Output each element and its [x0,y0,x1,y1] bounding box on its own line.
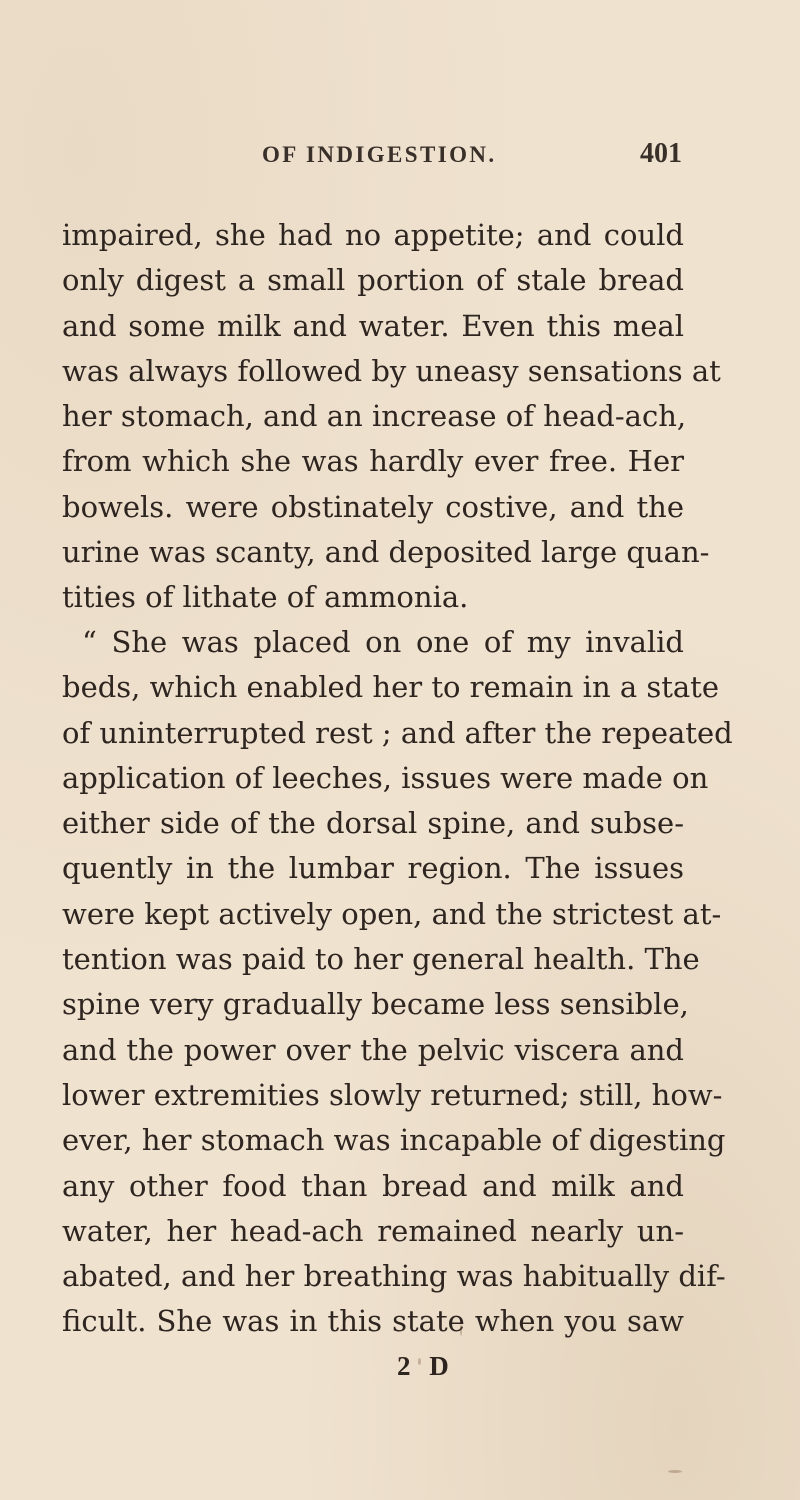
text-line: were kept actively open, and the strictest at- [62,896,722,931]
running-title: OF INDIGESTION. [262,142,497,167]
text-line: “ She was placed on one of my invalid [82,625,684,659]
text-line: and some milk and water. Even this meal [62,308,684,343]
text-line: impaired, she had no appetite; and could [62,218,684,252]
text-line: tities of lithate of ammonia. [62,580,469,615]
text-line: ficult. She was in this state when you saw [62,1304,684,1339]
text-line: lower extremities slowly returned; still, how- [62,1077,723,1112]
text-line: abated, and her breathing was habitually dif- [62,1259,726,1294]
text-line: water, her head-ach remained nearly un- [62,1213,684,1248]
paper-blemish [460,1324,462,1336]
text-line: spine very gradually became less sensible, [62,987,689,1022]
paper-blemish [668,1470,682,1473]
text-line: bowels. were obstinately costive, and the [62,489,684,524]
paragraph-2 [62,620,733,1345]
text-line: beds, which enabled her to remain in a state [62,670,719,705]
text-line: was always followed by uneasy sensations at [62,353,721,388]
text-line: any other food than bread and milk and [62,1168,684,1203]
text-line: quently in the lumbar region. The issues [62,851,684,886]
paper-blemish [418,1358,421,1365]
text-line: tention was paid to her general health. The [62,942,700,977]
text-line: urine was scanty, and deposited large quan- [62,535,710,570]
running-head [262,138,682,182]
text-line: application of leeches, issues were made on [62,760,709,795]
signature-mark: 2 D [397,1351,455,1381]
text-line: her stomach, and an increase of head-ach, [62,399,687,434]
page-number: 401 [640,138,682,169]
text-line: ever, her stomach was incapable of digesting [62,1123,726,1158]
text-line: only digest a small portion of stale bread [62,263,684,298]
paragraph-1 [62,213,721,621]
text-line: from which she was hardly ever free. Her [62,444,684,479]
text-line: and the power over the pelvic viscera and [62,1032,684,1067]
text-line: of uninterrupted rest ; and after the repeated [62,715,733,750]
text-line: either side of the dorsal spine, and subse- [62,806,684,841]
